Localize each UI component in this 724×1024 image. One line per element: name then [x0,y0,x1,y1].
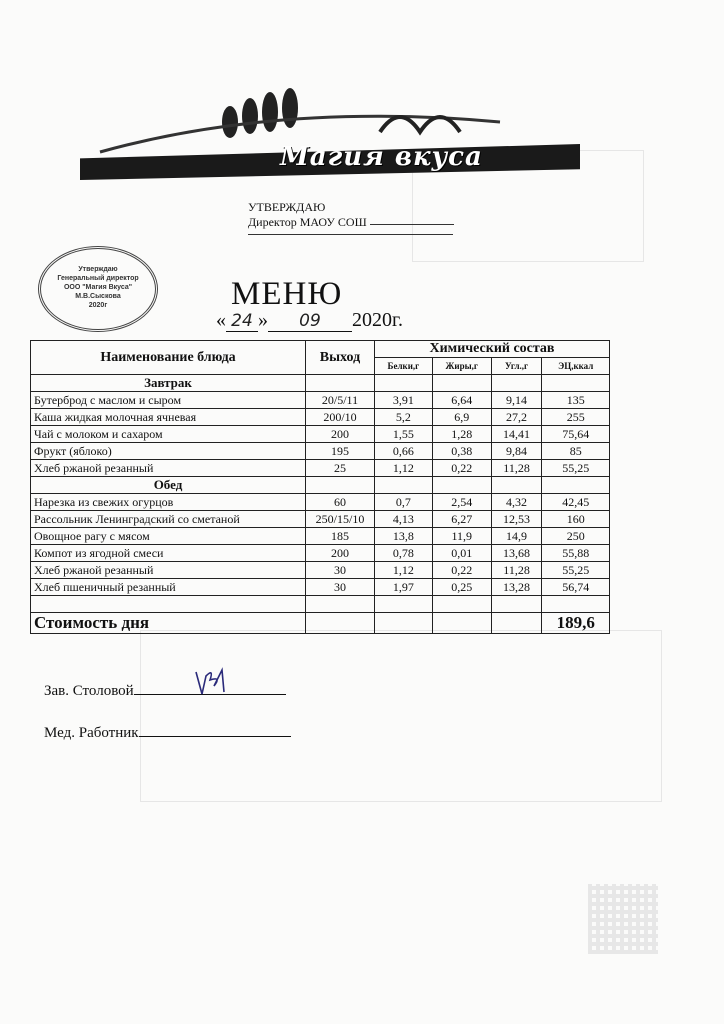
breakfast-rows [31,392,610,477]
signature-medic-label: Мед. Работник [44,725,139,741]
dish-fat: 0,22 [432,562,491,579]
total-label: Стоимость дня [31,613,306,634]
empty-cell [375,375,433,392]
handwritten-signature [192,666,238,698]
dish-output: 200 [306,426,375,443]
table-row [31,392,610,409]
dish-name: Чай с молоком и сахаром [31,426,306,443]
dish-name: Нарезка из свежих огурцов [31,494,306,511]
date-quote-close: » [258,309,268,331]
empty-cell [31,596,306,613]
dish-carb: 12,53 [491,511,542,528]
menu-date [216,309,403,332]
dish-carb: 27,2 [491,409,542,426]
col-header-kcal: ЭЦ,ккал [542,358,610,375]
dish-carb: 9,84 [491,443,542,460]
dish-output: 20/5/11 [306,392,375,409]
dish-carb: 13,68 [491,545,542,562]
date-day: 24 [226,311,258,332]
dish-output: 30 [306,579,375,596]
stamp-line: ООО "Магия Вкуса" [63,284,133,291]
dish-kcal: 55,25 [542,562,610,579]
approval-position: Директор МАОУ СОШ [248,215,367,229]
signature-medic [44,722,291,742]
signature-line [139,722,291,737]
approval-stamp [38,246,158,332]
total-value: 189,6 [542,613,610,634]
table-row [31,562,610,579]
empty-cell [432,596,491,613]
empty-cell [375,477,433,494]
empty-cell [542,477,610,494]
dish-output: 185 [306,528,375,545]
stamp-line: 2020г [88,302,108,309]
dish-carb: 14,9 [491,528,542,545]
col-header-chem: Химический состав [375,341,610,358]
dish-protein: 0,7 [375,494,433,511]
dish-protein: 1,97 [375,579,433,596]
table-row [31,494,610,511]
dish-name: Фрукт (яблоко) [31,443,306,460]
approval-signature-line [370,224,454,225]
dish-carb: 11,28 [491,460,542,477]
dish-kcal: 75,64 [542,426,610,443]
col-header-name: Наименование блюда [31,341,306,375]
dish-fat: 1,28 [432,426,491,443]
stamp-line: Утверждаю [78,266,118,273]
table-row [31,409,610,426]
empty-cell [375,613,433,634]
dish-output: 30 [306,562,375,579]
dish-protein: 5,2 [375,409,433,426]
dish-output: 250/15/10 [306,511,375,528]
stamp-line: М.В.Сыскова [75,293,121,300]
dish-kcal: 255 [542,409,610,426]
bleed-through-box [140,630,662,802]
qr-code-bleed [588,884,658,954]
empty-cell [491,477,542,494]
page-title: МЕНЮ [231,276,343,312]
col-header-fat: Жиры,г [432,358,491,375]
dish-fat: 0,25 [432,579,491,596]
dish-fat: 0,01 [432,545,491,562]
stamp-line: Генеральный директор [57,275,139,282]
dish-carb: 14,41 [491,426,542,443]
empty-cell [306,375,375,392]
dish-kcal: 55,25 [542,460,610,477]
dish-fat: 6,64 [432,392,491,409]
empty-cell [306,596,375,613]
empty-cell [432,477,491,494]
dish-fat: 2,54 [432,494,491,511]
dish-protein: 4,13 [375,511,433,528]
dish-name: Хлеб ржаной резанный [31,562,306,579]
dish-name: Хлеб пшеничный резанный [31,579,306,596]
dish-carb: 13,28 [491,579,542,596]
section-breakfast: Завтрак [31,375,306,392]
dish-kcal: 56,74 [542,579,610,596]
col-header-carb: Угл.,г [491,358,542,375]
dish-kcal: 42,45 [542,494,610,511]
empty-cell [542,375,610,392]
dish-name: Компот из ягодной смеси [31,545,306,562]
dish-fat: 0,22 [432,460,491,477]
dish-fat: 6,27 [432,511,491,528]
table-row [31,426,610,443]
table-row [31,579,610,596]
dish-name: Каша жидкая молочная ячневая [31,409,306,426]
col-header-output: Выход [306,341,375,375]
signature-canteen [44,680,286,700]
dish-kcal: 55,88 [542,545,610,562]
empty-cell [542,596,610,613]
approval-block [248,200,367,230]
empty-cell [491,375,542,392]
dish-protein: 1,12 [375,460,433,477]
approval-line [248,234,453,235]
empty-cell [491,596,542,613]
date-year: 2020г. [352,309,403,331]
date-quote-open: « [216,309,226,331]
empty-cell [306,477,375,494]
dish-kcal: 135 [542,392,610,409]
table-row [31,545,610,562]
dish-fat: 6,9 [432,409,491,426]
dish-output: 25 [306,460,375,477]
signature-canteen-label: Зав. Столовой [44,683,134,699]
empty-cell [375,596,433,613]
dish-protein: 1,55 [375,426,433,443]
dish-output: 195 [306,443,375,460]
empty-cell [432,375,491,392]
dish-name: Овощное рагу с мясом [31,528,306,545]
dish-carb: 9,14 [491,392,542,409]
brand-logo [80,82,580,192]
table-row [31,528,610,545]
col-header-protein: Белки,г [375,358,433,375]
lunch-rows [31,494,610,596]
dish-carb: 11,28 [491,562,542,579]
dish-kcal: 85 [542,443,610,460]
dish-protein: 13,8 [375,528,433,545]
dish-name: Хлеб ржаной резанный [31,460,306,477]
section-lunch: Обед [31,477,306,494]
approval-title: УТВЕРЖДАЮ [248,200,326,214]
dish-kcal: 160 [542,511,610,528]
dish-carb: 4,32 [491,494,542,511]
table-row [31,460,610,477]
empty-cell [306,613,375,634]
table-row [31,511,610,528]
dish-name: Рассольник Ленинградский со сметаной [31,511,306,528]
dish-protein: 0,78 [375,545,433,562]
logo-text: Магия вкуса [280,142,483,172]
date-month: 09 [268,311,352,332]
dish-output: 200 [306,545,375,562]
table-row [31,443,610,460]
dish-output: 200/10 [306,409,375,426]
dish-kcal: 250 [542,528,610,545]
dish-fat: 0,38 [432,443,491,460]
dish-protein: 1,12 [375,562,433,579]
empty-cell [432,613,491,634]
menu-table [30,340,610,634]
dish-protein: 3,91 [375,392,433,409]
dish-fat: 11,9 [432,528,491,545]
dish-protein: 0,66 [375,443,433,460]
dish-name: Бутерброд с маслом и сыром [31,392,306,409]
empty-cell [491,613,542,634]
dish-output: 60 [306,494,375,511]
